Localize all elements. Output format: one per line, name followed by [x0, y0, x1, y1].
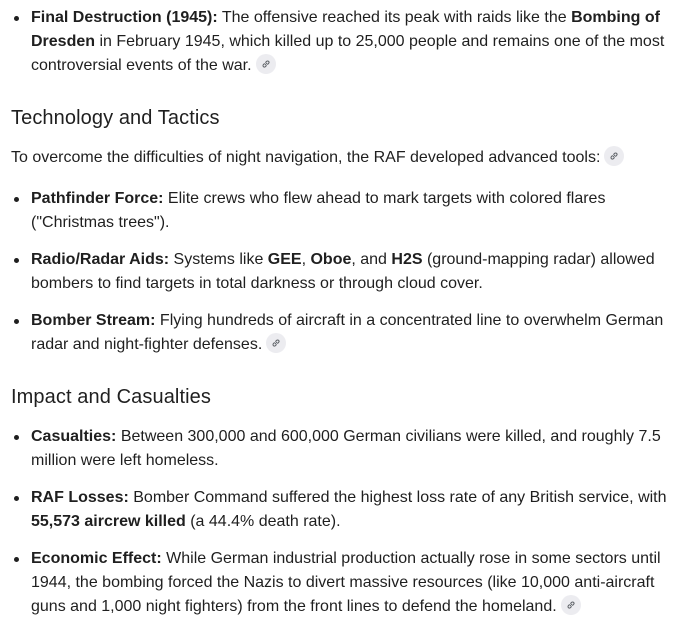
list-item	[11, 187, 671, 235]
item-text: (ground-mapping radar) allowed bombers to find targets in total darkness or through cloud cover.	[31, 251, 655, 292]
list-item	[11, 547, 671, 619]
bullet-dot	[14, 16, 19, 21]
bullet-dot	[14, 435, 19, 440]
item-title: RAF Losses:	[31, 489, 129, 506]
item-title: Final Destruction (1945):	[31, 9, 218, 26]
item-text: ,	[301, 251, 311, 268]
list-item	[11, 6, 671, 78]
item-title: Radio/Radar Aids:	[31, 251, 170, 268]
item-title: Economic Effect:	[31, 550, 162, 567]
item-text: in February 1945, which killed up to 25,000 people and remains one of the most controversial events of the war.	[31, 33, 665, 74]
item-text: Elite crews who flew ahead to mark targets with colored flares ("Christmas trees").	[31, 190, 606, 231]
section-intro	[11, 146, 671, 170]
item-text: Flying hundreds of aircraft in a concentrated line to overwhelm German radar and night-fighter defenses.	[31, 312, 664, 353]
citation-link-button[interactable]	[256, 54, 276, 74]
link-icon	[566, 600, 576, 610]
bullet-dot	[14, 319, 19, 324]
link-icon	[261, 59, 271, 69]
list-item	[11, 248, 671, 296]
item-emphasis: 55,573 aircrew killed	[31, 513, 186, 530]
item-emphasis: GEE	[267, 251, 302, 268]
impact-list	[11, 425, 671, 619]
item-text: The offensive reached its peak with raids like the	[217, 9, 572, 26]
item-emphasis: Bombing of Dresden	[31, 9, 660, 50]
item-text: , and	[351, 251, 392, 268]
list-item	[11, 309, 671, 357]
item-emphasis: Oboe	[310, 251, 352, 268]
list-item	[11, 425, 671, 473]
link-icon	[271, 338, 281, 348]
item-text: Between 300,000 and 600,000 German civilians were killed, and roughly 7.5 million were left homeless.	[31, 428, 661, 469]
link-icon	[609, 151, 619, 161]
item-emphasis: H2S	[391, 251, 423, 268]
citation-link-button[interactable]	[604, 146, 624, 166]
list-item	[11, 486, 671, 534]
section-heading-technology: Technology and Tactics	[11, 107, 220, 129]
destruction-list	[11, 0, 671, 78]
bullet-dot	[14, 557, 19, 562]
bullet-dot	[14, 197, 19, 202]
citation-link-button[interactable]	[266, 333, 286, 353]
item-text: Bomber Command suffered the highest loss rate of any British service, with	[128, 489, 667, 506]
item-text: (a 44.4% death rate).	[185, 513, 341, 530]
item-text: Systems like	[169, 251, 268, 268]
intro-text: To overcome the difficulties of night navigation, the RAF developed advanced tools:	[11, 149, 601, 166]
citation-link-button[interactable]	[561, 595, 581, 615]
item-title: Bomber Stream:	[31, 312, 156, 329]
technology-list	[11, 187, 671, 357]
section-heading-impact: Impact and Casualties	[11, 386, 211, 408]
bullet-dot	[14, 258, 19, 263]
item-title: Pathfinder Force:	[31, 190, 164, 207]
bullet-dot	[14, 496, 19, 501]
item-title: Casualties:	[31, 428, 117, 445]
item-text: While German industrial production actually rose in some sectors until 1944, the bombing forced the Nazis to divert massive resources (like 10,000 anti-aircraft guns and 1,000 night fighters) from the front lines to defend the homeland.	[31, 550, 661, 615]
